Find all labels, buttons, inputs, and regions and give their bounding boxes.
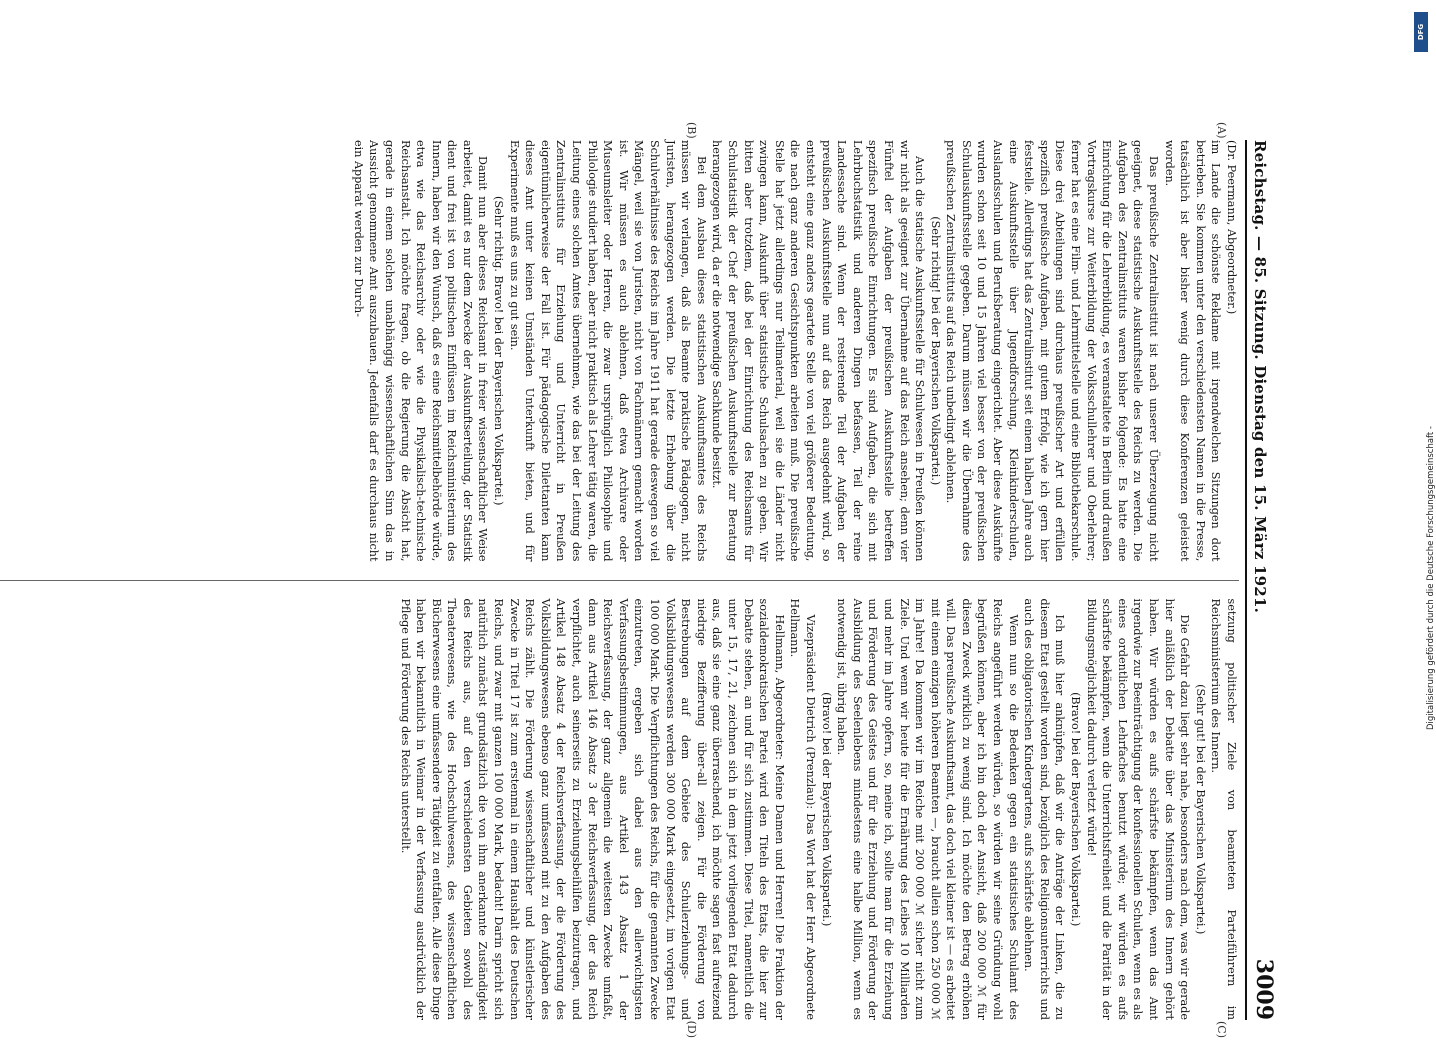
margin-letter-a: (A)	[1215, 122, 1228, 139]
speaker-attribution: (Dr. Peermann, Abgeordneter.)	[1225, 140, 1238, 315]
running-head: Reichstag. — 85. Sitzung. Dienstag den 15. März 1921.	[1251, 140, 1269, 614]
digitization-note	[1414, 23, 1436, 740]
paragraph: im Lande die schönste Reklame mit irgendwelchen Sitzungen dort betrieben. Sie kommen unter den verschiedensten Namen in die Presse, tatsächlich ist aber bisher wenig durch diese Konferenzen geleistet worden.	[1162, 140, 1223, 562]
paragraph: Das preußische Zentralinstitut ist nach unserer Überzeugung nicht geeignet, diese statistische Auskunftsstelle des Reichs zu werden. Die Aufgaben des Zentralinstituts waren bisher folgende: Es hatte eine Einrichtung für die Lehrerbildung, es veranstaltete in Berlin und draußen Vortragskurse zur Weiterbildung der Volksschullehrer und Oberlehrer; ferner hat es eine Film- und Lehrmittelstelle und eine Bibliothekarschule. Diese drei Abteilungen sind durchaus preußischer Art und erfüllen spezifisch preußische Aufgaben, mit gutem Erfolg, wie ich gern hier feststelle. Allerdings hat das Zentralinstitut seit einem halben Jahre auch eine Auskunftsstelle über Jugendforschung, Kleinkinderschulen, Auslandsschulen und Berufsberatung eingerichtet. Aber diese Auskünfte wurden schon seit 10 und 15 Jahren viel besser von der preußischen Schulauskunftsstelle gegeben. Darum müssen wir die Übernahme des preußischen Zentralinstituts auf das Reich unbedingt ablehnen.	[944, 140, 1161, 562]
paragraph: Die Gefahr dazu liegt sehr nahe, besonders nach dem, was wir gerade hier anläßlich der Debatte über das Ministerium des Innern gehört haben. Wir würden es aufs schärfste bekämpfen, wenn das Amt irgendwie zur Beeinträchtigung der konfessionellen Schulen, wenn es als eines ordentlichen Lehrfaches benutzt würde; wir würden es aufs schärfste bekämpfen, wenn die Unterrichtsfreiheit und die Parität in der Bildungsmöglichkeit dadurch verletzt würde!	[1084, 598, 1192, 1020]
interjection: (Sehr richtig. Bravo! bei der Bayerischen Volkspartei.)	[492, 196, 506, 506]
paragraph: Wenn nun so die Bedenken gegen ein statistisches Schulamt des Reichs angeführt werden würden, so würden wir seine Gründung wohl begrüßen können, aber ich bin doch der Ansicht, daß 200 000 ℳ für diesen Zweck wirklich zu wenig sind. Ich möchte den Betrag erhöhen will. Das preußische Auskunftsamt, das doch viel kleiner ist — es arbeitet mit einem einzigen höheren Beamten —, braucht allein schon 250 000 ℳ im Jahre! Da kommen wir im Reiche mit 200 000 ℳ sicher nicht zum Ziele. Und wenn wir heute für die Ernährung des Leibes 10 Milliarden und mehr im Jahre opfern, so, meine ich, sollte man für die Erziehung und Förderung des Geistes und für die Erziehung und Förderung der Ausbildung des Seelenlebens mindestens eine halbe Million, wenn es notwendig ist, übrig haben.	[835, 598, 1020, 1020]
page-header	[1251, 140, 1287, 1020]
scanned-page	[0, 120, 1287, 1040]
margin-letter-d: (D)	[685, 1020, 698, 1038]
text-columns	[0, 122, 1239, 1038]
dfg-logo: DFG	[1414, 12, 1428, 52]
header-rule	[1245, 140, 1247, 1020]
paragraph: Vizepräsident Dietrich (Prenzlau): Das Wort hat der Herr Abgeordnete Hellmann.	[788, 598, 817, 1020]
paragraph: setzung politischer Ziele von beamteten Parteiführern im Reichsministerium des Innern.	[1209, 598, 1238, 1020]
paragraph: Damit nun aber dieses Reichsamt in freier wissenschaftlicher Weise arbeitet, damit es nur dem Zwecke der Auskunftserteilung, der Statistik dient und frei ist von politischen Einflüssen im Reichsministerium des Innern, haben wir den Wunsch, daß es eine Reichsmittelbehörde würde, etwa wie das Reichsarchiv oder wie die Physikalisch-technische Reichsanstalt. Ich möchte fragen, ob die Regierung die Absicht hat, gerade in einem solchen unabhängig wissenschaftlichen Sinn das in Aussicht genommene Amt auszubauen. Jedenfalls darf es durchaus nicht ein Apparat werden zur Durch-	[351, 140, 490, 562]
column-divider	[0, 580, 1239, 581]
interjection: (Sehr gut! bei der Bayerischen Volkspartei.)	[1193, 684, 1207, 935]
paragraph: Hellmann, Abgeordneter: Meine Damen und Herren! Die Fraktion der sozialdemokratischen Partei wird den Titeln des Etats, die hier zur Debatte stehen, an und für sich zustimmen. Diese Titel, namentlich die unter 15, 17, 21, zeichnen sich in dem jetzt vorliegenden Etat dadurch aus, daß sie eine ganz überraschend, ich möchte sagen fast aufreizend niedrige Bezifferung über-all zeigen. Für die Förderung von Bestrebungen auf dem Gebiete des Schulerziehungs- und Volksbildungswesens werden 300 000 Mark eingesetzt, im vorigen Etat 100 000 Mark. Die Verpflichtungen des Reichs, für die genannten Zwecke einzutreten, ergeben sich dabei aus den allerwichtigsten Verfassungsbestimmungen, aus Artikel 143 Absatz 1 der Reichsverfassung, der ganz allgemein die weitesten Zwecke umfaßt, dann aus Artikel 146 Absatz 3 der Reichsverfassung, der das Reich verpflichtet, auch seinerseits zu Erziehungsbeihilfen beizutragen, und Artikel 148 Absatz 4 der Reichsverfassung, der die Förderung des Volksbildungswesens ebenso ganz umfassend mit zu den Aufgaben des Reichs zählt. Die Förderung wissenschaftlicher und künstlerischer Zwecke in Titel 17 ist zum erstenmal in einem Haushalt des Deutschen Reichs, und zwar mit ganzen 100 000 Mark, bedacht! Darin spricht sich natürlich zunächst grundsätzlich die von ihm anerkannte Zuständigkeit des Reichs aus, auf den verschiedensten Gebieten sowohl des Theaterwesens, wie des Hochschulwesens, des wissenschaftlichen Bücherwesens eine umfassendere Tätigkeit zu entfalten. Alle diese Dinge haben wir bekanntlich in Weimar in der Verfassung ausdrücklich der Pflege und Förderung des Reichs unterstellt.	[398, 598, 786, 1020]
margin-letter-c: (C)	[1215, 1021, 1228, 1038]
margin-letter-b: (B)	[685, 122, 698, 139]
paragraph: Ich muß hier anknüpfen, daß wir die Anträge der Linken, die zu diesem Etat gestellt worden sind, bezüglich des Religionsunterrichts und auch des obligatorischen Kindergartens, aufs schärfste ablehnen.	[1022, 598, 1067, 1020]
paragraph: Auch die statische Auskunftsstelle für Schulwesen in Preußen können wir nicht als geeignet zur Übernahme auf das Reich ansehen; denn vier Fünftel der Aufgaben der preußischen Auskunftsstelle betreffen spezifisch preußische Einrichtungen. Es sind Aufgaben, die sich mit Lehrbuchstatistik und anderen Dingen befassen, Teil der reine Landessache sind. Wenn der restierende Teil der Aufgaben der preußischen Auskunftsstelle nun auf das Reich ausgedehnt wird, so entsteht eine ganz anders geartete Stelle von viel größerer Bedeutung, die nach ganz anderen Gesichtspunkten arbeiten muß. Die preußische Stelle hat jetzt allerdings nur Teilmaterial, weil sie die Länder nicht zwingen kann, Auskunft über statistische Schulsachen zu geben. Wir bitten aber trotzdem, daß bei der Einrichtung des Reichsamts für Schulstatistik der Chef der preußischen Auskunftsstelle zur Beratung herangezogen wird, da er die notwendige Sachkunde besitzt.	[710, 140, 927, 562]
digitization-note-text: Digitalisierung gefördert durch die Deutsche Forschungsgemeinschaft -	[1426, 426, 1436, 730]
page-frame	[0, 120, 1287, 1040]
interjection: (Sehr richtig! bei der Bayerischen Volkspartei.)	[928, 216, 942, 486]
right-column	[0, 598, 1239, 1038]
left-column	[0, 122, 1239, 562]
interjection: (Bravo! bei der Bayerischen Volkspartei.)	[819, 692, 833, 927]
interjection: (Bravo! bei der Bayerischen Volkspartei.)	[1069, 692, 1083, 927]
page-number: 3009	[1251, 958, 1277, 1020]
paragraph: Bei dem Ausbau dieses statistischen Auskunftsamtes des Reichs müssen wir verlangen, daß als Beamte praktische Pädagogen, nicht Juristen, herangezogen werden. Die letzte Erhebung über die Schulverhältnisse des Reichs im Jahre 1911 hat gerade deswegen so viel Mängel, weil sie von Juristen, nicht von Fachmännern gemacht worden ist. Wir müssen es auch ablehnen, daß etwa Archivare oder Museumsleiter oder Herren, die zwar ursprünglich Philosophie und Philologie studiert haben, aber nicht praktisch als Lehrer tätig waren, die Leitung eines solchen Amtes übernehmen, wie das bei der Leitung des Zentralinstituts für Erziehung und Unterricht in Preußen eigentümlicherweise der Fall ist. Für pädagogische Dilettanten kann dieses Amt unter keinen Umständen Unterkunft bieten, und für Experimente muß es uns zu gut sein.	[507, 140, 708, 562]
